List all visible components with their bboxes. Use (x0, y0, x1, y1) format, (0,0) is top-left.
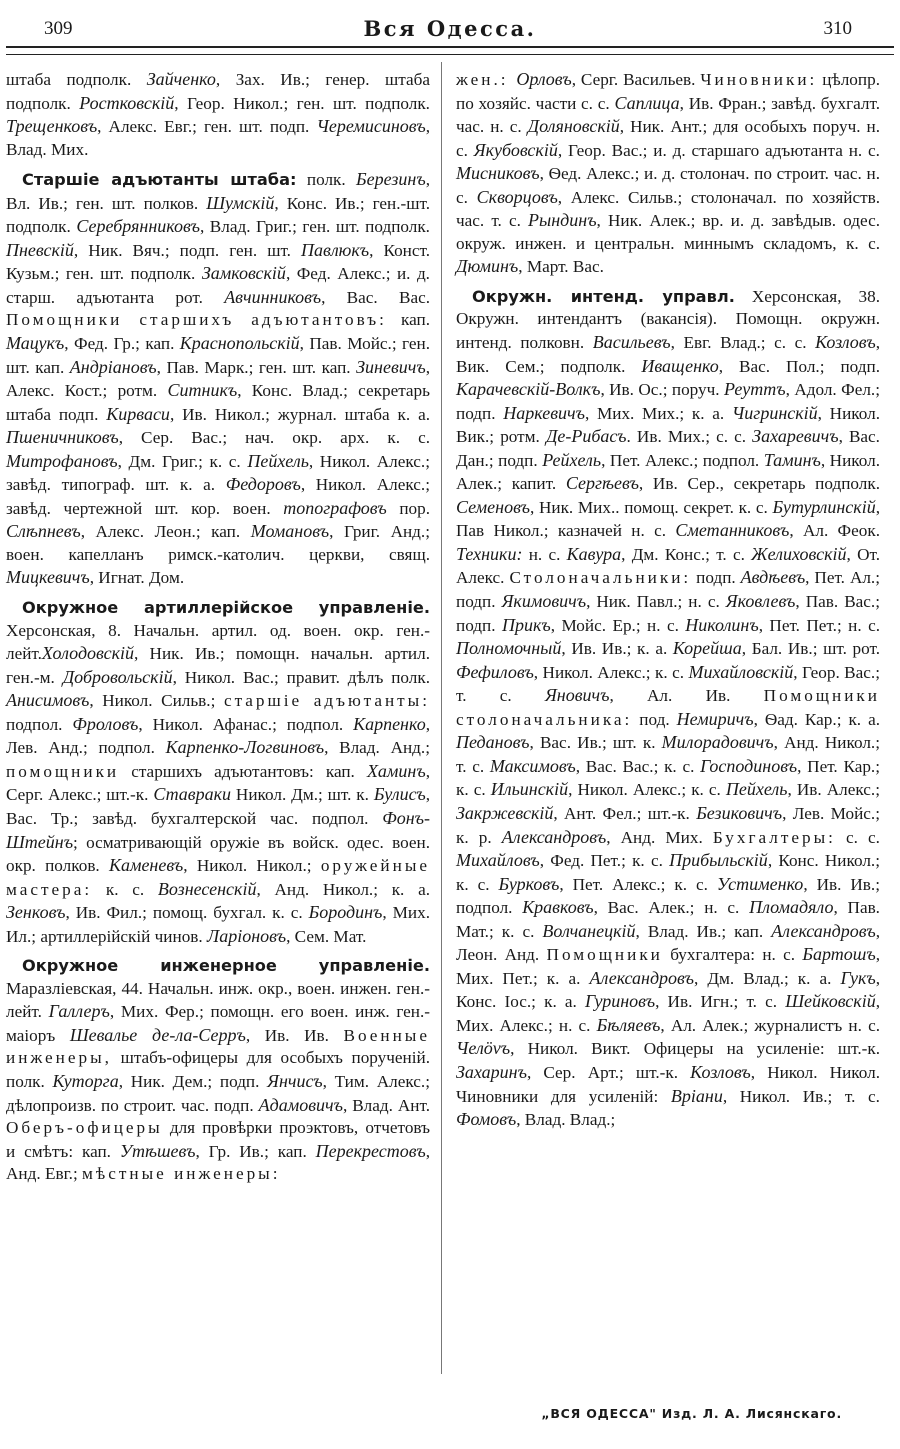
person-name: Гукъ (840, 967, 876, 988)
person-name: Федоровъ (225, 474, 301, 495)
entry-text: , Ник. Ант.; для особыхъ поруч. н. с. (456, 117, 880, 160)
spaced-label: Бухгалтеры: (712, 827, 836, 847)
entry-text: подп. (691, 568, 741, 588)
person-name: Бородинъ (308, 902, 383, 923)
entry-text: , Влад. Ант. (342, 1095, 431, 1115)
entry-text: Никол. Дм.; шт. к. (231, 785, 374, 805)
person-name: Каменевъ (109, 855, 184, 876)
person-name: Господиновъ (700, 755, 798, 776)
person-name: Волчанецкій (542, 920, 636, 941)
entry-text: , Ив. Фран.; завѣд. бухгалт. час. н. с. (456, 93, 880, 137)
entry-text: , Ив. Никол.; журнал. штаба к. а. (169, 404, 430, 424)
person-name: Андріановъ (69, 356, 157, 377)
person-name: Мицкевичъ (6, 567, 90, 588)
entry-text: бухгалтера: н. с. (662, 945, 803, 965)
spaced-label: оружейные мастера: (6, 856, 430, 899)
spaced-label: Помощники (546, 945, 663, 965)
entry-text: , Серг. Васильев. (571, 70, 701, 89)
person-name: Мисниковъ (456, 163, 540, 184)
person-name: Пломадяло (749, 897, 834, 918)
entry-text: , Дм. Влад.; к. а. (693, 968, 841, 988)
entry-text: , Анд. Евг.; (6, 1141, 430, 1184)
left-column (6, 68, 430, 1186)
entry-text: , Пав. Мат.; к. с. (456, 898, 880, 941)
person-name: Ростковскій (79, 92, 175, 113)
spaced-label: Военные инженеры, (6, 1025, 430, 1068)
person-name: Немиричъ (676, 708, 754, 729)
entry-text: , Ив. Ос.; поруч. (600, 380, 724, 400)
entry-text: , Никол. Никол.; (183, 856, 321, 876)
person-name: Бѣляевъ (596, 1014, 661, 1035)
person-name: Вріани (670, 1085, 723, 1106)
entry-text: , Пет. Алекс.; подпол. (601, 450, 764, 470)
entry-text: , Конс. Іос.; к. а. (456, 968, 880, 1012)
person-name: Александровъ (589, 967, 694, 988)
person-name: Чигринскій (731, 402, 818, 423)
entry-text: , Ник. Дем.; подп. (118, 1071, 268, 1091)
person-name: Александровъ (771, 920, 876, 941)
person-name: топографовъ (283, 497, 387, 518)
entry-text: , Алекс. Сильв.; столоначал. по хозяйств. час. т. с. (456, 187, 880, 231)
person-name: Галлеръ (48, 1001, 110, 1022)
entry-text: , Ант. Фел.; шт.-к. (553, 803, 697, 823)
entry-text: , Ив. Алекс.; (787, 780, 880, 800)
entry-text: подпол. (6, 714, 73, 734)
paragraph-staff-officers (6, 68, 430, 161)
entry-text: , Конс. Ив.; ген.-шт. подполк. (6, 193, 430, 237)
column-divider (441, 62, 442, 1374)
entry-text: , Март. Вас. (518, 257, 604, 277)
entry-text: , Вик. Сем.; подполк. (456, 333, 880, 376)
entry-text: , Сер. Арт.; шт.-к. (526, 1062, 691, 1082)
entry-text: пор. (386, 498, 431, 518)
entry-text: , Мих. Фер.; помощн. его воен. инж. ген.-маіоръ (6, 1002, 430, 1045)
entry-text: , Ив. Ив. (245, 1025, 344, 1045)
entry-text: , Пав. Марк.; ген. шт. кап. (156, 357, 357, 377)
entry-text: , Никол. Алекс.; к. с. (533, 662, 689, 682)
person-name: Челövъ (456, 1038, 511, 1059)
entry-text: , Конс. Влад.; секретарь штаба подп. (6, 381, 430, 424)
entry-text: , Сем. Мат. (286, 926, 367, 946)
entry-text: , Ник. Вяч.; подп. ген. шт. (73, 240, 301, 260)
paragraph-intendant-administration (456, 286, 880, 1132)
person-name: Рейхель (542, 449, 602, 470)
entry-text: , Дм. Григ.; к. с. (117, 451, 248, 471)
person-name: Пшеничниковъ (6, 427, 119, 448)
entry-text: , Вас. Алек.; н. с. (593, 898, 750, 918)
entry-text: , Ник. Мих.. помощ. секрет. к. с. (530, 497, 773, 517)
person-name: Зиневичъ (356, 356, 426, 377)
entry-text: , Влад. Ив.; кап. (635, 921, 772, 941)
person-name: Фомовъ (456, 1109, 517, 1130)
person-name: Трещенковъ (6, 116, 98, 137)
person-name: Пневскій (6, 239, 74, 260)
entry-text: штаба подполк. (6, 70, 147, 89)
entry-text: старшихъ адъютантовъ: кап. (119, 761, 367, 781)
person-name: Перекрестовъ (315, 1140, 426, 1161)
entry-text: , Зах. Ив.; генер. штаба подполк. (6, 70, 431, 113)
person-name: Добровольскій (62, 666, 173, 687)
person-name: Янчисъ (267, 1070, 323, 1091)
person-name: Васильевъ (592, 332, 671, 353)
entry-text: , Вас. Вас.; к. с. (575, 756, 701, 776)
person-name: Пейхель (247, 450, 309, 471)
person-name: Пейхель (725, 779, 788, 800)
entry-text: , Пет. Алекс.; к. с. (559, 874, 717, 894)
person-name: Момановъ (250, 521, 330, 542)
entry-text: , Ив. Сер., секретарь подполк. (638, 474, 880, 494)
person-name: Яновичъ (544, 685, 610, 706)
person-name: Зайченко (146, 69, 216, 89)
person-name: Ставраки (153, 784, 232, 805)
person-name: Якимовичъ (501, 591, 587, 612)
entry-text: , Вас. Ив.; шт. к. (529, 733, 662, 753)
person-name: Бурковъ (498, 873, 560, 894)
entry-text: . Ив. Мих.; с. с. (626, 427, 753, 447)
person-name: Черемисиновъ (316, 116, 426, 137)
person-name: Холодовскій (41, 643, 135, 664)
entry-text: , Вас. Тр.; завѣд. бухгалтерской час. подпол. (6, 785, 430, 828)
entry-text: , Никол. Алек.; капит. (456, 450, 880, 494)
person-name: Кирваси (106, 403, 170, 424)
entry-text: , Мих. Мих.; к. а. (584, 403, 732, 423)
section-heading: Окружное артиллерійское управленіе. (22, 598, 430, 618)
person-name: Николинъ (685, 614, 759, 635)
entry-text: , Никол. Вас.; правит. дѣлъ полк. (172, 667, 431, 687)
entry-text: Херсонская, 38. Окружн. интендантъ (вакансія). Помощн. окружн. интенд. полковн. (456, 286, 881, 353)
entry-text: , Конс. Никол.; к. с. (456, 851, 880, 894)
person-name: Ильинскій (490, 779, 569, 800)
entry-text: , Пет. Пет.; н. с. (758, 615, 880, 635)
entry-text: , Влад. Мих. (6, 117, 430, 159)
person-name: Реуттъ (723, 379, 786, 400)
entry-text: , Ив. Ив.; подпол. (456, 874, 880, 918)
paragraph-artillery-administration (6, 597, 430, 948)
entry-text: , Мих. Пет.; к. а. (456, 945, 880, 988)
person-name: Захаревичъ (752, 426, 839, 447)
person-name: Корейша (672, 638, 742, 659)
running-title: Вся Одесса. (363, 16, 537, 41)
entry-text: , Алекс. Кост.; ротм. (6, 357, 430, 401)
entry-text: с. с. (835, 827, 880, 847)
person-name: Слѣпневъ (6, 521, 81, 542)
entry-text: , Фед. Гр.; кап. (64, 334, 180, 354)
entry-text: , Вл. Ив.; ген. шт. полков. (6, 170, 430, 213)
person-name: Яковлевъ (725, 591, 796, 612)
publisher-imprint: „ВСЯ ОДЕССА" Изд. Л. А. Лисянскаго. (541, 1406, 842, 1421)
person-name: Митрофановъ (6, 450, 118, 471)
entry-text: для провѣрки проэктовъ, отчетовъ и смѣтъ: кап. (6, 1118, 430, 1161)
entry-text: штабъ-офицеры для особыхъ порученій. полк. (6, 1048, 430, 1091)
entry-text: , Конст. Кузьм.; ген. шт. подполк. (6, 240, 430, 284)
paragraph-engineering-administration (6, 955, 430, 1185)
entry-text: кап. (386, 310, 430, 330)
person-name: Фефиловъ (456, 661, 534, 682)
person-name: Бартошъ (802, 944, 876, 965)
entry-text: , Игнат. Дом. (89, 568, 185, 588)
person-name: Таминъ (763, 449, 821, 470)
entry-text: , Пет. Ал.; подп. (456, 568, 881, 612)
person-name: Александровъ (501, 826, 607, 847)
entry-text: , Ник. Павл.; н. с. (586, 592, 726, 612)
person-name: Наркевичъ (503, 402, 585, 423)
person-name: Прикъ (501, 614, 551, 635)
section-heading: Старшіе адъютанты штаба: (22, 170, 297, 190)
entry-text: , Влад. Анд.; (324, 738, 430, 758)
entry-text: цѣлопр. по хозяйс. части с. с. (456, 70, 880, 113)
entry-text: , Никол. Викт. Офицеры на усиленіе: шт.-к. (510, 1039, 880, 1059)
entry-text: , Лев. Мойс.; к. р. (456, 803, 880, 847)
person-name: Карпенко-Логвиновъ (165, 737, 325, 758)
entry-text: , Дм. Конс.; т. с. (621, 544, 752, 564)
person-name: Авдѣевъ (740, 567, 806, 588)
entry-text: , Пав. Мойс.; ген. шт. кап. (6, 334, 430, 377)
entry-text: , Ал. Феок. (789, 521, 880, 541)
person-name: Зенковъ (6, 902, 66, 923)
person-name: Максимовъ (489, 755, 576, 776)
spaced-label: мѣстные инженеры: (82, 1164, 281, 1184)
person-name: Фроловъ (72, 713, 139, 734)
person-name: Михайловъ (456, 850, 540, 871)
entry-text: Маразліевская, 44. Начальн. инж. окр., воен. инжен. ген.-лейт. (6, 978, 430, 1022)
person-name: Желиховскій (751, 543, 847, 564)
entry-text: , Анд. Никол.; к. а. (256, 879, 431, 899)
entry-text: , Никол. Алекс.; к. с. (568, 780, 726, 800)
person-name: Скворцовъ (476, 186, 558, 207)
person-name: Сергѣевъ (565, 473, 639, 494)
person-name: Саплица (614, 92, 680, 113)
entry-text: , Ѳад. Кар.; к. а. (753, 709, 880, 729)
spaced-label: Помощники старшихъ адъютантовъ: (6, 310, 387, 330)
entry-text: , Ал. Алек.; журналистъ н. с. (660, 1015, 880, 1035)
entry-text: , Геор. Вас.; и. д. старшаго адъютанта н. с. (557, 140, 880, 160)
entry-text: , Алекс. Евг.; ген. шт. подп. (97, 117, 317, 137)
person-name: Педановъ (456, 732, 530, 753)
paragraph-engineering-continued (456, 68, 880, 279)
entry-text: , Вас. Вас. (321, 287, 430, 307)
person-name: Карпенко (353, 713, 426, 734)
entry-text: , Влад. Григ.; ген. шт. подполк. (199, 217, 430, 237)
person-name: Семеновъ (456, 496, 530, 517)
page-number-left: 309 (44, 18, 73, 39)
paragraph-senior-adjutants (6, 168, 430, 590)
person-name: Хаминъ (366, 760, 426, 781)
entry-text: ; осматривающій оружіе въ войск. одес. воен. окр. полков. (6, 832, 430, 876)
person-name: Гуриновъ (585, 991, 656, 1012)
entry-text: , Леон. Анд. (456, 921, 880, 965)
person-name: Устименко (716, 873, 804, 894)
entry-text: , Никол. Ив.; т. с. (722, 1086, 880, 1106)
entry-text: , Ник. Алек.; вр. и. д. завѣдыв. одес. окруж. инжен. и центральн. миннымъ складомъ, к. с. (456, 211, 880, 253)
person-name: Закржевскій (456, 802, 554, 823)
person-name: Милорадовичъ (661, 732, 774, 753)
entry-text: , Никол. Вик.; ротм. (456, 403, 880, 447)
person-name: Кавура (566, 543, 622, 564)
person-name: Ларіоновъ (207, 925, 287, 946)
entry-text: , Ив. Фил.; помощ. бухгал. к. с. (65, 903, 309, 923)
entry-text: , Вас. Дан.; подп. (456, 427, 880, 470)
entry-text: к. с. (92, 879, 158, 899)
entry-text: , Пет. Кар.; к. с. (456, 756, 880, 800)
person-name: Булисъ (373, 784, 426, 805)
person-name: Анисимовъ (6, 690, 90, 711)
person-name: Орловъ (516, 69, 572, 89)
continuation-prefix: жен.: (456, 70, 517, 89)
entry-text: н. с. (522, 544, 567, 564)
person-name: Адамовичъ (258, 1094, 343, 1115)
entry-text: , Ал. Ив. (609, 686, 764, 706)
page-header (0, 14, 900, 48)
entry-text: , Вас. Пол.; подп. (718, 356, 880, 376)
person-name: Иващенко (641, 355, 719, 376)
page-number-right: 310 (823, 18, 852, 39)
person-name: Фонъ-Штейнъ (6, 807, 430, 852)
section-heading: Окружн. интенд. управл. (472, 286, 735, 306)
person-name: Бутурлинскій (772, 496, 876, 517)
entry-text: , Геор. Никол.; ген. шт. подполк. (174, 93, 430, 113)
person-name: Куторга (52, 1070, 119, 1091)
person-name: Доляновскій (527, 116, 620, 137)
person-name: Техники: (456, 543, 523, 564)
entry-text: , Мих. Алекс.; н. с. (456, 992, 881, 1035)
entry-text: , Фед. Пет.; к. с. (539, 851, 670, 871)
person-name: Краснопольскій (179, 333, 300, 354)
entry-text: , Адол. Фел.; подп. (456, 380, 880, 423)
person-name: Захаринъ (456, 1061, 527, 1082)
person-name: Павлюкъ (301, 239, 370, 260)
person-name: Прибыльскій (669, 850, 768, 871)
entry-text: , Мойс. Ер.; н. с. (550, 615, 686, 635)
entry-text: , Пав. Вас.; подп. (456, 592, 881, 635)
person-name: Серебрянниковъ (76, 216, 200, 237)
person-name: Михайловскій (688, 661, 794, 682)
entry-text: Херсонская, 8. Начальн. артил. од. воен. окр. ген.-лейт. (6, 620, 430, 664)
person-name: Ситникъ (167, 380, 238, 401)
entry-text: , Влад. Влад.; (516, 1110, 616, 1130)
spaced-label: Столоначальники: (509, 568, 692, 588)
person-name: Сметанниковъ (675, 520, 790, 541)
person-name: Полномочный (456, 638, 562, 659)
person-name: Дюминъ (456, 256, 519, 277)
person-name: Авчинниковъ (224, 286, 322, 307)
entry-text: , Алекс. Леон.; кап. (80, 522, 251, 542)
entry-text: , Ѳед. Алекс.; и. д. столонач. по строит. час. н. с. (456, 164, 880, 207)
entry-text: , Серг. Алекс.; шт.-к. (6, 761, 430, 805)
entry-text: , Геор. Вас.; т. с. (456, 662, 880, 706)
entry-text: под. (632, 709, 677, 729)
entry-text: , Пав Никол.; казначей н. с. (456, 497, 880, 541)
person-name: Кравковъ (522, 897, 594, 918)
entry-text: , Фед. Алекс.; и. д. старш. адъютанта рот. (6, 264, 430, 307)
spaced-label: Помощники столоначальника: (456, 686, 880, 729)
spaced-label: Чиновники: (700, 70, 818, 89)
entry-text: , Бал. Ив.; шт. рот. (741, 639, 880, 659)
spaced-label: Оберъ-офицеры (6, 1118, 163, 1138)
entry-text: , Григ. Анд.; воен. капелланъ римск.-католич. церкви, свящ. (6, 522, 430, 564)
person-name: Безиковичъ (696, 802, 783, 823)
person-name: Вознесенскій (157, 878, 257, 899)
entry-text: , Евг. Влад.; с. с. (670, 333, 816, 353)
person-name: Шумскій (206, 192, 275, 213)
person-name: Козловъ (815, 332, 876, 353)
entry-text: , Сер. Вас.; нач. окр. арх. к. с. (118, 428, 430, 448)
person-name: Якубовскій (473, 139, 558, 160)
entry-text: , Гр. Ив.; кап. (195, 1141, 316, 1161)
person-name: Березинъ (356, 169, 426, 190)
header-rule (6, 46, 894, 55)
section-heading: Окружное инженерное управленіе. (22, 956, 430, 976)
spaced-label: старшіе адъютанты: (223, 691, 430, 711)
spaced-label: помощники (6, 761, 120, 781)
person-name: Рындинъ (528, 210, 597, 231)
person-name: Утѣшевъ (119, 1140, 196, 1161)
entry-text: , Лев. Анд.; подпол. (6, 714, 431, 758)
person-name: Де-Рибасъ (545, 426, 627, 447)
entry-text: , Никол. Афанас.; подпол. (138, 714, 354, 734)
person-name: Шейковскій (785, 991, 876, 1012)
entry-text: , Никол. Никол. Чиновники для усиленій: (456, 1062, 880, 1106)
entry-text: полк. (296, 170, 357, 190)
entry-text: , Анд. Никол.; т. с. (456, 733, 880, 776)
entry-text: , Анд. Мих. (606, 827, 713, 847)
entry-text: , Никол. Сильв.; (89, 691, 224, 711)
person-name: Козловъ (690, 1061, 751, 1082)
right-column (456, 68, 880, 1132)
person-name: Карачевскій-Волкъ (456, 379, 601, 400)
entry-text: , Мих. Ил.; артиллерійскій чинов. (6, 903, 430, 946)
person-name: Мацукъ (6, 333, 65, 354)
entry-text: , Никол. Алекс.; завѣд. типограф. шт. к. а. (6, 451, 430, 495)
entry-text: , Ник. Ив.; помощн. начальн. артил. ген.-м. (6, 644, 430, 687)
person-name: Шевалье де-ла-Серръ (69, 1024, 246, 1045)
entry-text: , От. Алекс. (456, 544, 881, 588)
entry-text: , Тим. Алекс.; дѣлопроизв. по строит. час. подп. (6, 1071, 430, 1115)
entry-text: , Ив. Игн.; т. с. (655, 992, 786, 1012)
entry-text: , Никол. Алекс.; завѣд. чертежной шт. кор. воен. (6, 475, 431, 518)
person-name: Замковскій (201, 263, 286, 284)
entry-text: , Ив. Ив.; к. а. (561, 639, 673, 659)
